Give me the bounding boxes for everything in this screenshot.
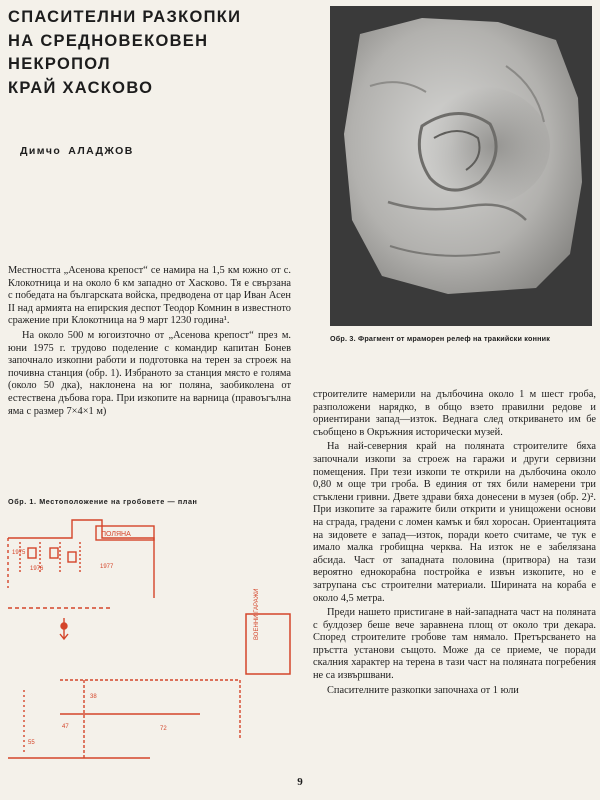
relief-photo [330, 6, 592, 326]
title-line: СПАСИТЕЛНИ РАЗКОПКИ [8, 8, 242, 26]
text-column-left [8, 265, 291, 418]
title-line: КРАЙ ХАСКОВО [8, 78, 154, 97]
plan-garage-outline [246, 614, 290, 674]
plan-label: 1975 [12, 550, 26, 556]
paragraph: Преди нашето пристигане в най-западната част на поляната с булдозер беше вече заравнена площ от около три декара. Според строителите гробове там нямало. Претърсването на пръстта установи същото. Може да се приеме, че поради скалния характер на терена в тази част на поляната погребения не са извършвани. [313, 607, 596, 682]
article-title [8, 6, 308, 100]
plan-label: 55 [28, 740, 35, 746]
plan-label: 1977 [100, 564, 114, 570]
paragraph: строителите намерили на дълбочина около 1 м шест гроба, разположени нарядко, в общо взето правилни редове и ориентирани запад—изток. Веднага след откриването им бе съобщено в Окръжния исторически музей. [313, 389, 596, 438]
paragraph: На около 500 м югоизточно от „Асенова крепост“ през м. юни 1975 г. трудово поделение с командир капитан Бонев започнало изкопни работи и подготовка на терен за строеж на почивна станция (обр. 1). Избраното за станция място е голяма (около 50 дка), наклонена на юг поляна, заобиколена от естествена дъбова гора. При изкопите на варница (правоъгълна яма с размер 7×4×1 м) [8, 329, 291, 417]
paragraph: Местността „Асенова крепост“ се намира на 1,5 км южно от с. Клокотница и на около 6 км западно от Хасково. Тя е свързана с победата на българската войска, предводена от цар Иван Асен II над армията на епирския деспот Теодор Комнин в известното сражение при Клокотница на 9 март 1230 година¹. [8, 265, 291, 327]
author-first-name: Димчо [20, 145, 62, 157]
plan-label: ПОЛЯНА [101, 531, 131, 538]
marble-relief-image [330, 6, 592, 326]
plan-outline-north [8, 520, 154, 598]
paragraph: На най-северния край на поляната строителите бяха започнали изкопи за строеж на гаражи и други сервизни помещения. При тези изкопи те открили на дълбочина около 0,80 м още три гроба. В единия от тях били намерени три стъклени гривни. Двете здрави бяха донесени в музея (обр. 2)². При изкопите за гаражите били открити и унищожени основи на сграда, градени с ломен камък и бял хоросан. Ориентацията на зидовете е запад—изток, поради което считаме, че тук е имало малка гробищна черква. На изток не е забелязана абсида. Част от западната половина (притвора) на тази вероятно еднокорабна постройка е извън изкопите, но е затрупана със строителни материали. Ширината на кораба е около 4,5 метра. [313, 441, 596, 604]
site-plan [0, 508, 300, 773]
plan-label: ВОЕННИ ГАРАЖИ [254, 588, 260, 640]
plan-label: 72 [160, 726, 167, 732]
plan-label: 1976 [30, 566, 44, 572]
figure3-caption: Обр. 3. Фрагмент от мраморен релеф на тракийски конник [330, 334, 551, 343]
title-line: НА СРЕДНОВЕКОВЕН [8, 31, 209, 50]
figure1-caption: Обр. 1. Местоположение на гробовете — план [8, 497, 198, 506]
author-byline [20, 145, 134, 157]
plan-label: 47 [62, 724, 69, 730]
text-column-right [313, 389, 596, 697]
page-number: 9 [297, 776, 303, 788]
title-line: НЕКРОПОЛ [8, 55, 111, 73]
paragraph: Спасителните разкопки започнаха от 1 юли [327, 684, 519, 696]
author-last-name: АЛАДЖОВ [68, 145, 134, 157]
plan-label: 38 [90, 694, 97, 700]
